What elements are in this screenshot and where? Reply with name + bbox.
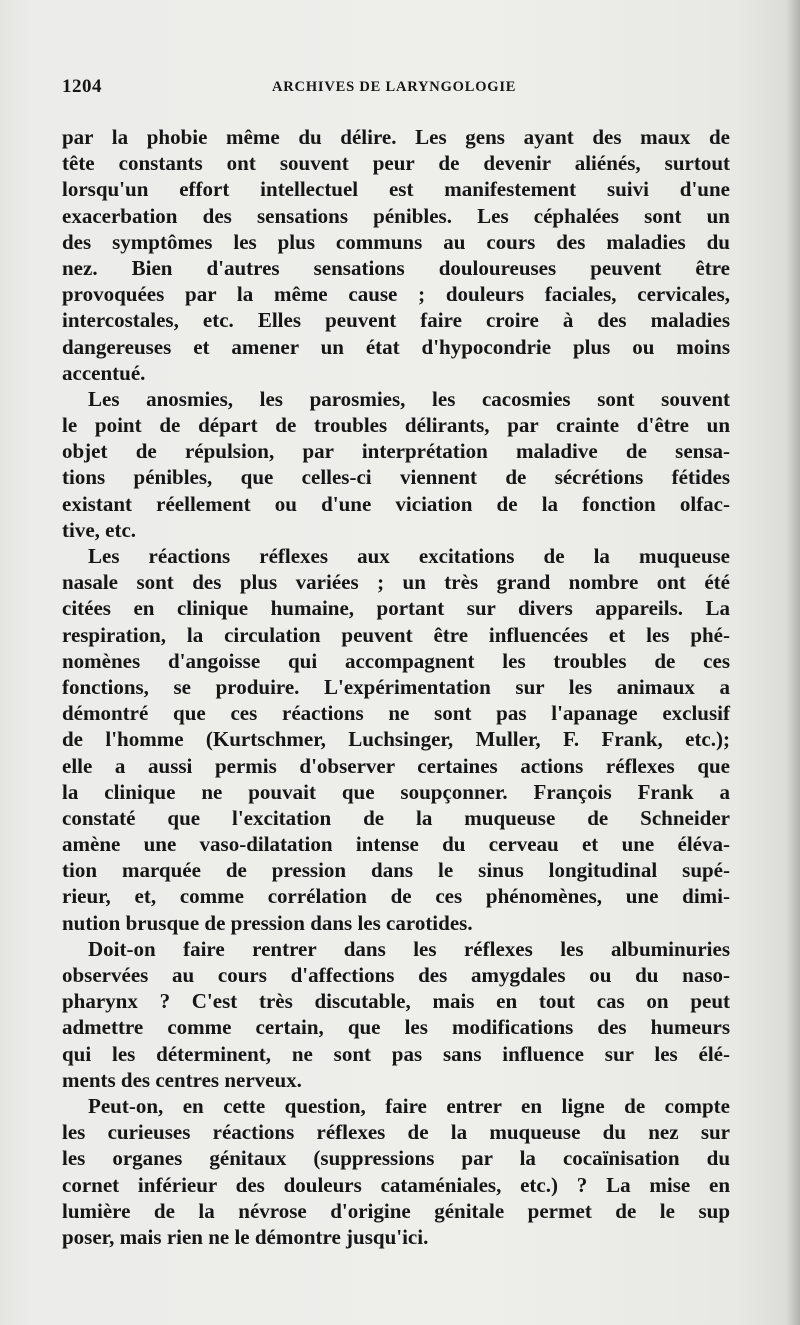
text-line: ments des centres nerveux. — [62, 1067, 302, 1092]
text-line: exacerbation des sensations pénibles. Les céphalées sont un — [62, 203, 730, 228]
text-line: provoquées par la même cause ; douleurs faciales, cervicales, — [62, 282, 730, 307]
text-line: tions pénibles, que celles-ci viennent de sécrétions fétides — [62, 465, 730, 490]
text-line: les curieuses réactions réflexes de la muqueuse du nez sur — [62, 1120, 730, 1145]
text-line: Peut-on, en cette question, faire entrer en ligne de compte — [88, 1093, 730, 1118]
text-line: Les réactions réflexes aux excitations de la muqueuse — [88, 544, 730, 568]
text-line: objet de répulsion, par interprétation maladive de sensa- — [62, 439, 730, 464]
text-line: amène une vaso-dilatation intense du cerveau et une éléva- — [62, 832, 730, 857]
text-line: pharynx ? C'est très discutable, mais en tout cas on peut — [62, 989, 730, 1014]
paragraph — [62, 386, 730, 543]
text-line: par la phobie même du délire. Les gens ayant des maux de — [62, 125, 730, 149]
text-line: rieur, et, comme corrélation de ces phénomènes, une dimi- — [62, 884, 730, 909]
text-line: Les anosmies, les parosmies, les cacosmies sont souvent — [88, 386, 730, 411]
text-line: nution brusque de pression dans les carotides. — [62, 910, 473, 935]
text-line: fonctions, se produire. L'expérimentation sur les animaux a — [62, 674, 730, 699]
text-line: elle a aussi permis d'observer certaines actions réflexes que — [62, 753, 730, 778]
text-line: nasale sont des plus variées ; un très grand nombre ont été — [62, 570, 730, 595]
text-line: des symptômes les plus communs au cours des maladies du — [62, 229, 730, 254]
paragraph — [62, 1093, 730, 1250]
text-line: lorsqu'un effort intellectuel est manifestement suivi d'une — [62, 177, 730, 202]
text-line: constaté que l'excitation de la muqueuse de Schneider — [62, 805, 730, 830]
text-line: démontré que ces réactions ne sont pas l'apanage exclusif — [62, 701, 730, 726]
text-line: lumière de la névrose d'origine génitale permet de le sup — [62, 1198, 730, 1223]
text-line: de l'homme (Kurtschmer, Luchsinger, Muller, F. Frank, etc.); — [62, 727, 730, 752]
text-line: accentué. — [62, 360, 146, 385]
text-line: qui les déterminent, ne sont pas sans influence sur les élé- — [62, 1041, 730, 1066]
page-binding-shadow — [786, 0, 800, 1325]
paragraph — [62, 936, 730, 1093]
text-line: cornet inférieur des douleurs cataméniales, etc.) ? La mise en — [62, 1172, 730, 1197]
text-line: poser, mais rien ne le démontre jusqu'ici. — [62, 1224, 429, 1249]
page-header — [62, 76, 722, 102]
running-title: ARCHIVES DE LARYNGOLOGIE — [272, 79, 517, 95]
text-line: Doit-on faire rentrer dans les réflexes les albuminuries — [88, 936, 730, 961]
text-line: tive, etc. — [62, 517, 137, 542]
text-line: nez. Bien d'autres sensations douloureuses peuvent être — [62, 255, 730, 280]
body-text — [62, 124, 730, 1250]
text-line: nomènes d'angoisse qui accompagnent les troubles de ces — [62, 648, 730, 673]
page-number: 1204 — [62, 76, 102, 97]
text-line: tête constants ont souvent peur de devenir aliénés, surtout — [62, 151, 730, 176]
text-line: citées en clinique humaine, portant sur divers appareils. La — [62, 596, 730, 621]
text-line: intercostales, etc. Elles peuvent faire croire à des maladies — [62, 308, 730, 333]
text-line: admettre comme certain, que les modifications des humeurs — [62, 1015, 730, 1040]
text-line: dangereuses et amener un état d'hypocondrie plus ou moins — [62, 334, 730, 359]
paragraph-container — [62, 124, 730, 1250]
text-line: la clinique ne pouvait que soupçonner. François Frank a — [62, 779, 730, 804]
text-line: existant réellement ou d'une viciation de la fonction olfac- — [62, 491, 730, 516]
text-line: observées au cours d'affections des amygdales ou du naso- — [62, 963, 730, 987]
text-line: tion marquée de pression dans le sinus longitudinal supé- — [62, 858, 730, 883]
text-line: les organes génitaux (suppressions par la cocaïnisation du — [62, 1146, 730, 1171]
text-line: respiration, la circulation peuvent être influencées et les phé- — [62, 622, 730, 647]
paragraph — [62, 124, 730, 386]
paragraph — [62, 543, 730, 936]
text-line: le point de départ de troubles délirants, par crainte d'être un — [62, 413, 730, 438]
